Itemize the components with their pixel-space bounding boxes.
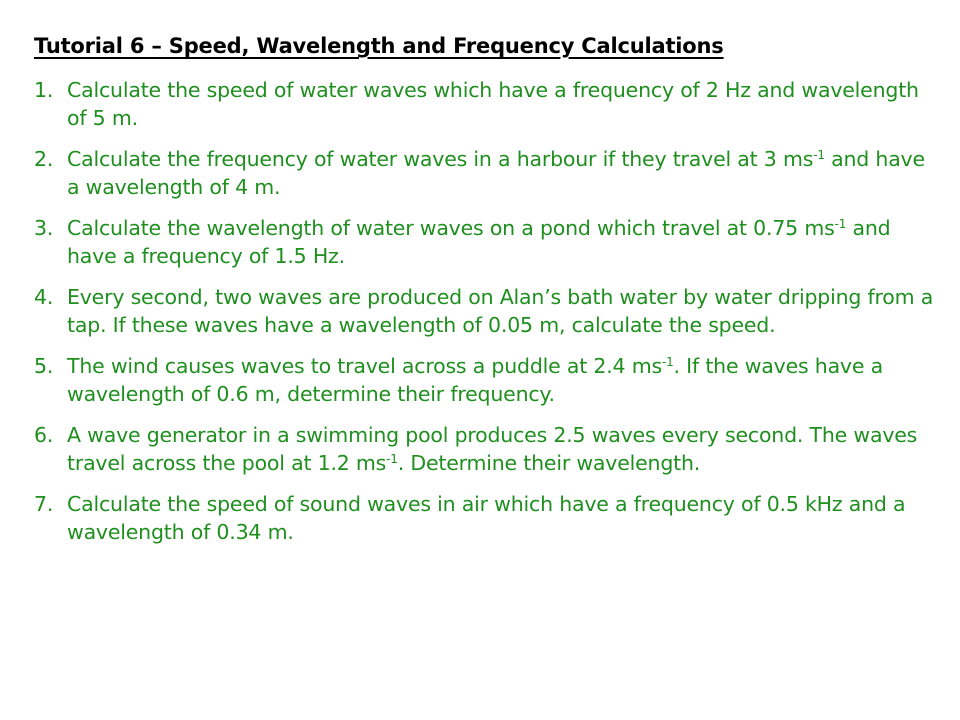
unit-exponent: -1 (661, 355, 674, 369)
question-text-part: and have a frequency of 1.5 Hz. (67, 216, 891, 268)
question-item (34, 145, 939, 201)
question-text (67, 421, 939, 477)
question-number: 5. (34, 354, 54, 378)
question-number: 4. (34, 285, 54, 309)
question-text (67, 352, 939, 408)
question-text-part: . If the waves have a wavelength of 0.6 m, determine their frequency. (67, 354, 883, 406)
question-item (34, 76, 939, 132)
question-text (67, 283, 939, 339)
unit-exponent: -1 (813, 148, 825, 162)
question-list (34, 76, 939, 559)
question-item (34, 352, 939, 408)
question-text-part: The wind causes waves to travel across a puddle at 2.4 ms (67, 354, 662, 378)
question-text-part: Calculate the wavelength of water waves on a pond which travel at 0.75 ms (67, 216, 835, 240)
question-text-part: Calculate the speed of water waves which have a frequency of 2 Hz and wavelength of 5 m. (67, 78, 919, 130)
question-text-part: . Determine their wavelength. (397, 451, 701, 475)
question-text-part: Calculate the frequency of water waves in a harbour if they travel at 3 ms (67, 147, 814, 171)
unit-exponent: -1 (386, 452, 398, 466)
question-number: 1. (34, 78, 54, 102)
question-text-part: Calculate the speed of sound waves in air which have a frequency of 0.5 kHz and a wavelength of 0.34 m. (67, 492, 906, 544)
question-number: 6. (34, 423, 54, 447)
question-item (34, 490, 939, 546)
question-text-part: A wave generator in a swimming pool produces 2.5 waves every second. The waves travel across the pool at 1.2 ms (67, 423, 918, 475)
question-number: 7. (34, 492, 54, 516)
question-item (34, 214, 939, 270)
question-text (67, 76, 939, 132)
question-text (67, 214, 939, 270)
question-number: 3. (34, 216, 54, 240)
question-item (34, 421, 939, 477)
unit-exponent: -1 (834, 217, 847, 231)
question-item (34, 283, 939, 339)
question-text (67, 490, 939, 546)
page-title: Tutorial 6 – Speed, Wavelength and Frequency Calculations (34, 34, 724, 58)
question-number: 2. (34, 147, 54, 171)
question-text (67, 145, 939, 201)
question-text-part: Every second, two waves are produced on Alan’s bath water by water dripping from a tap. If these waves have a wavelength of 0.05 m, calculate the speed. (67, 285, 934, 337)
question-text-part: and have a wavelength of 4 m. (67, 147, 925, 199)
